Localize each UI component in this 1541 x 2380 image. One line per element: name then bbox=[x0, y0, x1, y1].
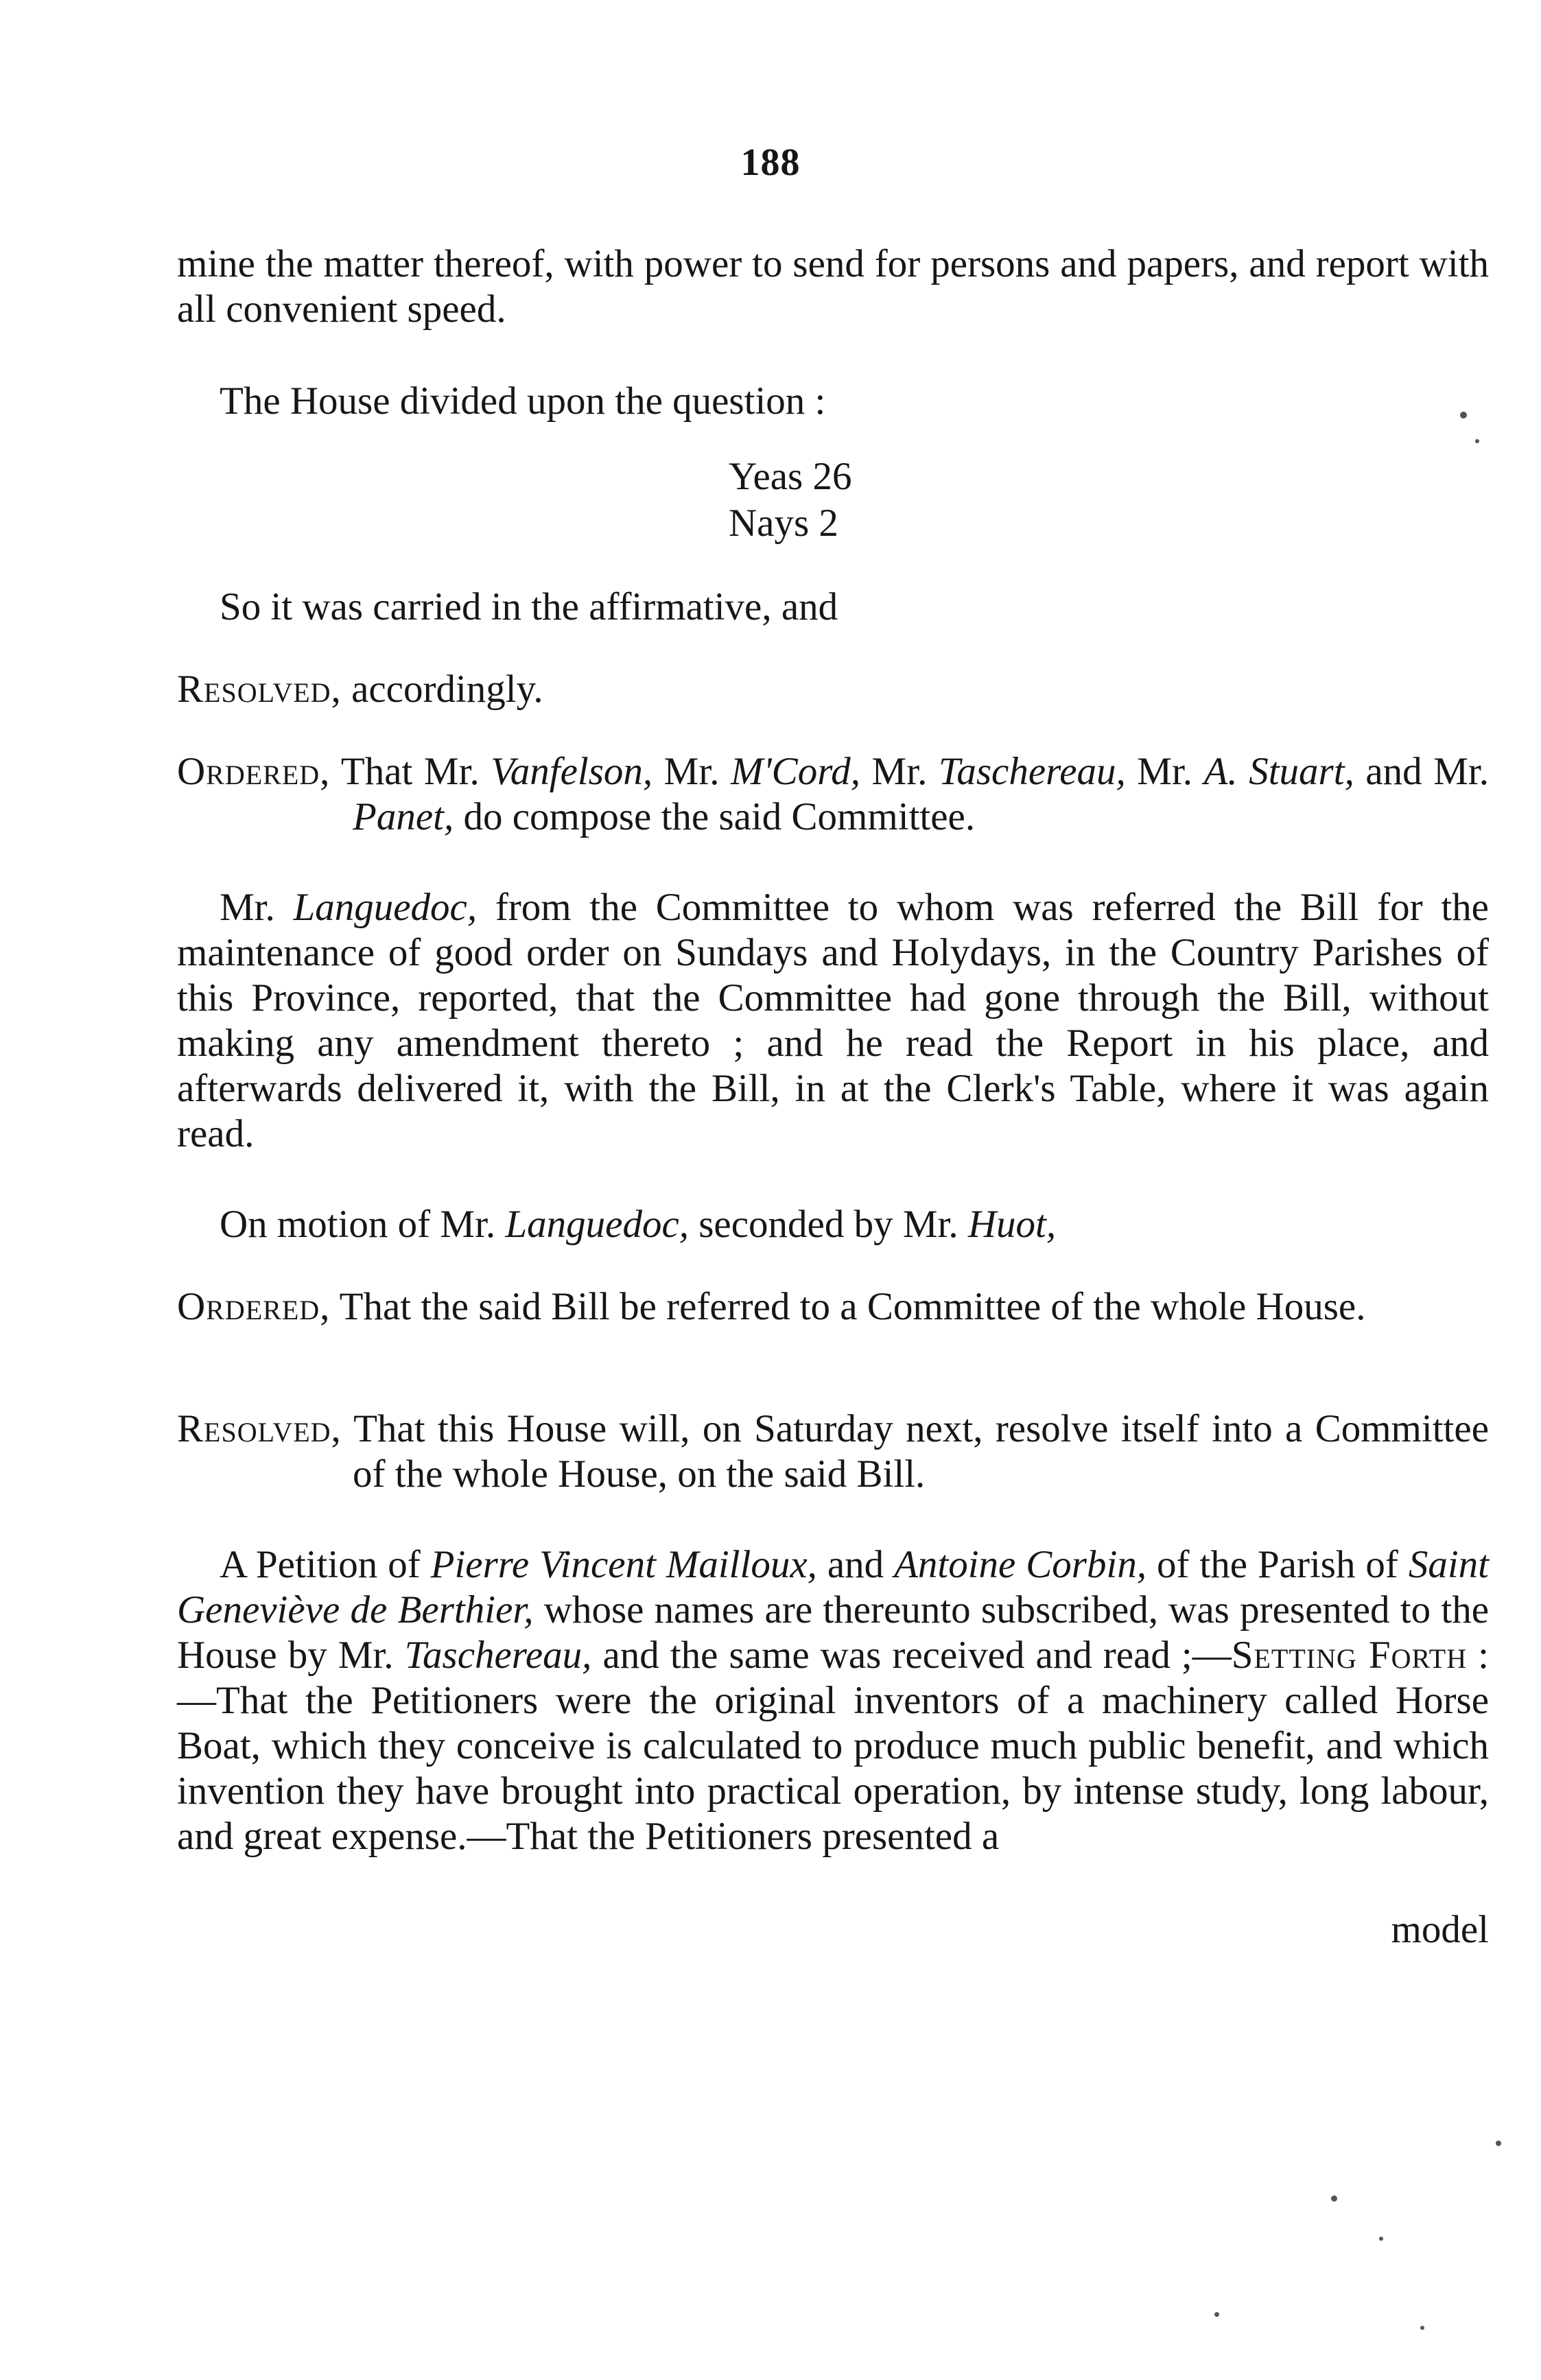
paragraph-text: The House divided upon the question : bbox=[220, 379, 826, 423]
paragraph-petition: A Petition of Pierre Vincent Mailloux, and Antoine Corbin, of the Parish of Saint Geneviève de Berthier, whose names are thereunto subscribed, was presented to the House by Mr. Taschereau, and the same was received and read ;—Setting Forth :—That the Petitioners were the original inventors of a machinery called Horse Boat, which they conceive is calculated to produce much public benefit, and which invention they have brought into practical operation, by intense study, long labour, and great expense.—That the Petitioners presented a bbox=[177, 1543, 1489, 1858]
paragraph-text: mine the matter thereof, with power to send for persons and papers, and report with all convenient speed. bbox=[177, 242, 1489, 331]
setting-forth-label: Setting Forth bbox=[1231, 1634, 1468, 1677]
parish-name: Saint Geneviève de Berthier, bbox=[177, 1543, 1489, 1631]
scan-speck bbox=[1214, 2312, 1219, 2317]
member-name: Taschereau, bbox=[404, 1634, 592, 1677]
paragraph-resolved-saturday: Resolved, That this House will, on Saturday next, resolve itself into a Committee of the whole House, on the said Bill. bbox=[177, 1407, 1489, 1496]
page-number: 188 bbox=[740, 141, 801, 184]
member-name: Panet, bbox=[353, 795, 454, 838]
paragraph-text: accordingly. bbox=[341, 668, 543, 711]
resolved-label: Resolved, bbox=[177, 668, 342, 711]
scan-speck bbox=[1420, 2326, 1424, 2330]
paragraph-motion: On motion of Mr. Languedoc, seconded by Mr. Huot, bbox=[220, 1203, 1057, 1246]
catchword: model bbox=[1391, 1908, 1489, 1951]
scan-speck bbox=[1475, 439, 1479, 443]
petitioner-name: Antoine Corbin, bbox=[894, 1543, 1147, 1586]
member-name: M'Cord, bbox=[731, 750, 861, 793]
ordered-label: Ordered, bbox=[177, 1285, 331, 1328]
paragraph-committee-report: Mr. Languedoc, from the Committee to whom was referred the Bill for the maintenance of good order on Sundays and Holydays, in the Country Parishes of this Province, reported, that the Committee had gone through the Bill, without making any amendment thereto ; and he read the Report in his place, and afterwards delivered it, with the Bill, in at the Clerk's Table, where it was again read. bbox=[177, 886, 1489, 1155]
paragraph-ordered-referral: Ordered, That the said Bill be referred to a Committee of the whole House. bbox=[177, 1285, 1366, 1328]
yeas-count: Yeas 26 bbox=[729, 455, 852, 498]
paragraph-continuation bbox=[177, 241, 1489, 332]
scan-speck bbox=[1379, 2237, 1383, 2241]
resolved-label: Resolved, bbox=[177, 1407, 342, 1450]
member-name: Languedoc, bbox=[293, 886, 478, 929]
member-name: A. Stuart, bbox=[1203, 750, 1354, 793]
nays-count: Nays 2 bbox=[729, 502, 838, 545]
paragraph-ordered-committee: Ordered, That Mr. Vanfelson, Mr. M'Cord, Mr. Taschereau, Mr. A. Stuart, and Mr. Panet, do compose the said Committee. bbox=[177, 750, 1489, 838]
paragraph-affirmative bbox=[177, 585, 1489, 630]
scan-speck bbox=[1331, 2195, 1337, 2202]
member-name: Languedoc, bbox=[505, 1203, 689, 1246]
paragraph-division bbox=[177, 379, 1489, 424]
scan-speck bbox=[1496, 2141, 1501, 2146]
ordered-label: Ordered, bbox=[177, 750, 331, 793]
paragraph-text: So it was carried in the affirmative, and bbox=[220, 585, 838, 628]
member-name: Vanfelson, bbox=[491, 750, 653, 793]
member-name: Taschereau, bbox=[938, 750, 1126, 793]
scan-speck bbox=[1460, 412, 1467, 419]
member-name: Huot, bbox=[967, 1203, 1057, 1246]
petitioner-name: Pierre Vincent Mailloux, bbox=[430, 1543, 817, 1586]
paragraph-resolved bbox=[177, 667, 1489, 712]
